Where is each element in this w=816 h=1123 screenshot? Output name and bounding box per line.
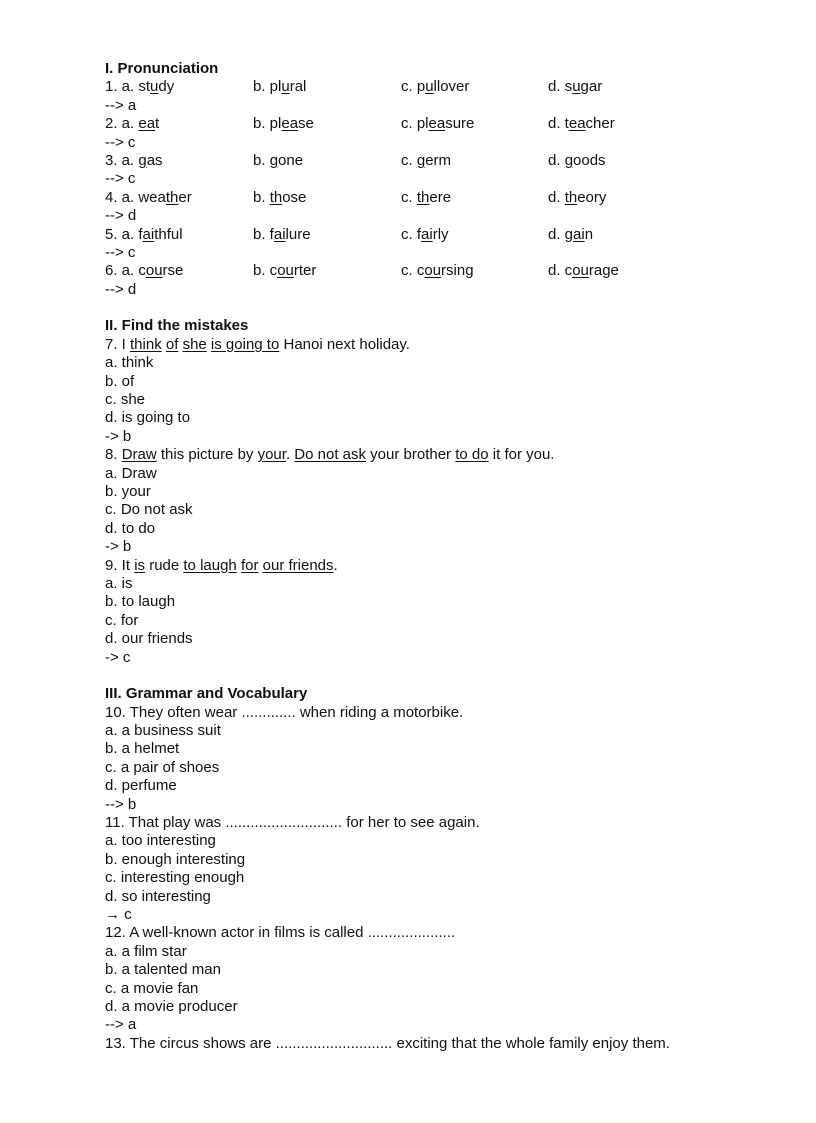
option-line: b. of xyxy=(105,372,135,390)
option-line: c. for xyxy=(105,611,139,629)
answer-line: --> d xyxy=(105,207,137,225)
option xyxy=(105,152,253,170)
option-line: c. interesting enough xyxy=(105,869,245,887)
option-line: d. is going to xyxy=(105,409,191,427)
stem-text: your brother xyxy=(366,446,456,464)
option-text: thful xyxy=(154,225,183,243)
question-stem xyxy=(105,446,795,464)
option xyxy=(548,78,688,96)
underlined-sound: ai xyxy=(273,225,286,243)
option-text: ere xyxy=(429,188,452,206)
answer-line: --> c xyxy=(105,243,136,261)
option-text: rsing xyxy=(441,262,474,280)
option xyxy=(105,226,253,244)
question-stem: 10. They often wear ............. when riding a motorbike. xyxy=(105,703,464,721)
option xyxy=(401,226,548,244)
question-row xyxy=(105,226,795,244)
option xyxy=(253,226,401,244)
answer-line: --> a xyxy=(105,1016,137,1034)
option-text: rter xyxy=(293,262,317,280)
underlined-part: our friends xyxy=(262,556,334,574)
underlined-sound: g xyxy=(138,151,147,169)
option-text: d. s xyxy=(548,78,573,96)
underlined-part: is xyxy=(134,556,146,574)
stem-text: 7. I xyxy=(105,335,131,353)
option xyxy=(401,262,548,280)
option-line: c. Do not ask xyxy=(105,501,193,519)
section-gap xyxy=(105,299,795,317)
option xyxy=(105,189,253,207)
section-heading-pronunciation: I. Pronunciation xyxy=(105,60,219,77)
underlined-sound: th xyxy=(564,188,578,206)
option-text: c. p xyxy=(401,78,426,96)
answer-line: --> c xyxy=(105,170,136,188)
option-line: b. enough interesting xyxy=(105,850,246,868)
option-text: b. xyxy=(253,151,270,169)
option-text: rse xyxy=(162,262,184,280)
underlined-part: for xyxy=(240,556,259,574)
option xyxy=(401,152,548,170)
option-text: d. c xyxy=(548,262,573,280)
option-text: t xyxy=(155,115,160,133)
option-text: b. pl xyxy=(253,78,282,96)
underlined-sound: th xyxy=(165,188,179,206)
underlined-sound: ou xyxy=(572,262,589,280)
underlined-part: to laugh xyxy=(183,556,237,574)
answer-line: → c xyxy=(105,905,132,923)
stem-text: . xyxy=(285,446,295,464)
option-text: 3. a. xyxy=(105,151,139,169)
option xyxy=(253,115,401,133)
option-text: d. xyxy=(548,151,565,169)
answer-line: --> a xyxy=(105,96,137,114)
option xyxy=(401,78,548,96)
underlined-sound: u xyxy=(425,78,434,96)
option-line: a. Draw xyxy=(105,464,157,482)
option-text: erm xyxy=(425,151,452,169)
section-heading-grammar: III. Grammar and Vocabulary xyxy=(105,685,308,703)
answer-line: --> b xyxy=(105,795,137,813)
underlined-sound: u xyxy=(572,78,581,96)
underlined-part: is going to xyxy=(210,335,280,353)
underlined-part: think xyxy=(130,335,162,353)
option-text: rage xyxy=(588,262,619,280)
option-text: 1. a. st xyxy=(105,78,151,96)
option-text: ral xyxy=(289,78,307,96)
question-stem: 13. The circus shows are ............................ exciting that the whole family enjoy them. xyxy=(105,1034,670,1052)
underlined-sound: g xyxy=(416,151,426,169)
option-text: b. pl xyxy=(253,115,282,133)
option-text: ose xyxy=(282,188,307,206)
option-text: cher xyxy=(585,115,615,133)
worksheet-page xyxy=(105,60,795,1053)
option-line: c. a pair of shoes xyxy=(105,758,220,776)
option-text: d. xyxy=(548,188,565,206)
option-line: c. she xyxy=(105,391,146,409)
option-line: d. to do xyxy=(105,519,156,537)
option-line: d. our friends xyxy=(105,630,193,648)
option xyxy=(105,78,253,96)
option xyxy=(548,152,688,170)
underlined-sound: ea xyxy=(281,115,299,133)
option xyxy=(548,189,688,207)
question-row xyxy=(105,78,795,96)
option-line: a. a business suit xyxy=(105,722,221,740)
question-stem xyxy=(105,336,795,354)
underlined-sound: th xyxy=(416,188,430,206)
option-line: b. a helmet xyxy=(105,740,180,758)
stem-text: 8. xyxy=(105,446,122,464)
option-line: a. too interesting xyxy=(105,832,216,850)
option-line: c. a movie fan xyxy=(105,979,199,997)
stem-text: this picture by xyxy=(156,446,258,464)
answer-line: -> b xyxy=(105,427,132,445)
option-text: n xyxy=(584,225,594,243)
underlined-sound: ea xyxy=(568,115,586,133)
option-text: c. pl xyxy=(401,115,429,133)
option-line: d. perfume xyxy=(105,777,177,795)
option-text: llover xyxy=(433,78,470,96)
option-line: d. so interesting xyxy=(105,887,211,905)
option xyxy=(253,78,401,96)
question-row xyxy=(105,152,795,170)
underlined-sound: ou xyxy=(145,262,163,280)
option xyxy=(105,115,253,133)
option-line: a. is xyxy=(105,574,133,592)
underlined-sound: ea xyxy=(138,115,156,133)
underlined-sound: u xyxy=(281,78,290,96)
option-text: eory xyxy=(577,188,607,206)
question-row xyxy=(105,115,795,133)
option-text: gar xyxy=(580,78,603,96)
stem-text: Hanoi next holiday. xyxy=(279,335,410,353)
option-text: rly xyxy=(432,225,449,243)
option-text: oods xyxy=(573,151,606,169)
underlined-part: to do xyxy=(455,446,489,464)
option-text: 6. a. c xyxy=(105,262,146,280)
underlined-sound: th xyxy=(269,188,283,206)
option xyxy=(401,189,548,207)
underlined-sound: ou xyxy=(424,262,442,280)
underlined-sound: ea xyxy=(428,115,446,133)
option-text: as xyxy=(146,151,163,169)
option-text: d. t xyxy=(548,115,569,133)
underlined-sound: ai xyxy=(573,225,585,243)
option-text: b. xyxy=(253,188,270,206)
option-text: b. c xyxy=(253,262,278,280)
underlined-part: she xyxy=(182,335,207,353)
underlined-sound: ai xyxy=(421,225,433,243)
option-text: one xyxy=(278,151,304,169)
option-line: d. a movie producer xyxy=(105,997,238,1015)
option-text: c. c xyxy=(401,262,425,280)
option-line: b. to laugh xyxy=(105,593,176,611)
option-text: se xyxy=(298,115,314,133)
underlined-sound: g xyxy=(564,151,574,169)
stem-text: rude xyxy=(145,556,184,574)
question-row xyxy=(105,262,795,280)
answer-line: -> b xyxy=(105,538,132,556)
option xyxy=(548,226,688,244)
option-text: er xyxy=(178,188,192,206)
stem-text: 9. It xyxy=(105,556,135,574)
answer-line: --> d xyxy=(105,280,137,298)
option xyxy=(105,262,253,280)
question-row xyxy=(105,189,795,207)
option-text: 5. a. f xyxy=(105,225,143,243)
option xyxy=(401,115,548,133)
option-text: c. xyxy=(401,188,417,206)
underlined-part: Do not ask xyxy=(294,446,367,464)
option xyxy=(548,262,688,280)
option-text: c. f xyxy=(401,225,422,243)
option-line: a. think xyxy=(105,354,154,372)
option-text: sure xyxy=(445,115,475,133)
underlined-sound: u xyxy=(150,78,159,96)
question-stem: 11. That play was ............................ for her to see again. xyxy=(105,814,480,832)
question-stem xyxy=(105,557,795,575)
underlined-sound: ou xyxy=(277,262,294,280)
underlined-part: of xyxy=(165,335,179,353)
option-text: 4. a. wea xyxy=(105,188,166,206)
underlined-part: your xyxy=(257,446,286,464)
section-heading-mistakes: II. Find the mistakes xyxy=(105,317,249,335)
question-stem: 12. A well-known actor in films is called ..................... xyxy=(105,924,456,942)
stem-text: it for you. xyxy=(488,446,555,464)
option-line: b. your xyxy=(105,482,151,500)
option xyxy=(253,189,401,207)
underlined-part: Draw xyxy=(121,446,157,464)
stem-text: . xyxy=(333,556,338,574)
option-text: lure xyxy=(285,225,311,243)
section-gap xyxy=(105,667,795,685)
option-text: c. xyxy=(401,151,417,169)
option-text: dy xyxy=(158,78,175,96)
answer-line: --> c xyxy=(105,133,136,151)
option-text: b. f xyxy=(253,225,274,243)
answer-line: -> c xyxy=(105,648,131,666)
option xyxy=(548,115,688,133)
option-text: d. g xyxy=(548,225,574,243)
option-text: 2. a. xyxy=(105,115,139,133)
underlined-sound: g xyxy=(269,151,279,169)
option-line: b. a talented man xyxy=(105,961,221,979)
underlined-sound: ai xyxy=(142,225,155,243)
option xyxy=(253,152,401,170)
option xyxy=(253,262,401,280)
option-line: a. a film star xyxy=(105,942,187,960)
